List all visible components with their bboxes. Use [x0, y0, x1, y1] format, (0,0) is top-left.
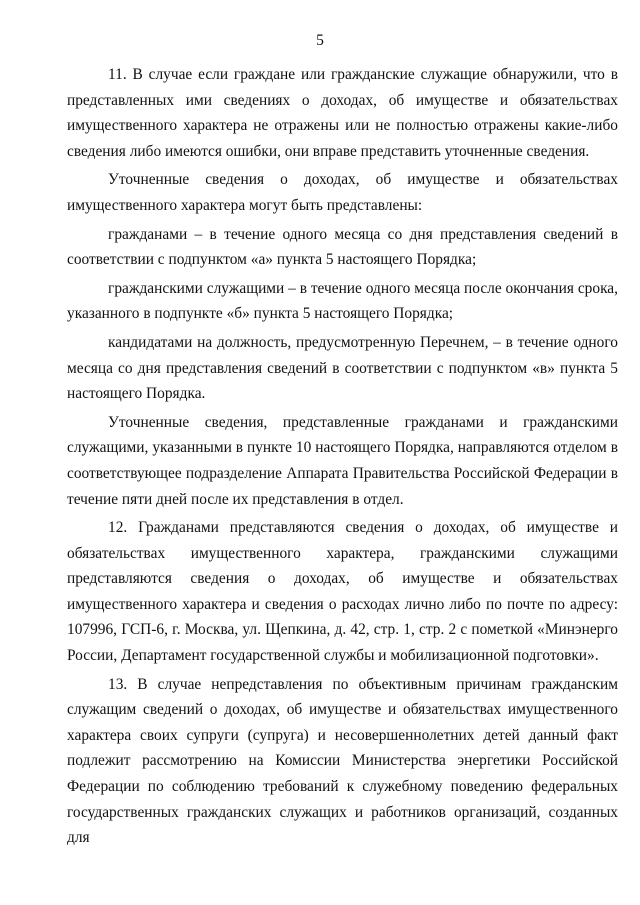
paragraph-citizens [67, 222, 618, 273]
text-line: гражданскими служащими – в течение одного месяца после окончания срока, [108, 279, 618, 297]
document-body [67, 62, 618, 847]
text-line: служащим сведений о доходах, об имуществе и обязательствах имущественного [67, 701, 618, 719]
text-line: имущественного характера могут быть представлены: [67, 196, 423, 214]
text-line: Уточненные сведения, представленные гражданами и гражданскими [108, 413, 618, 431]
text-line: имущественного характера и сведения о расходах лично либо по почте по адресу: [67, 595, 618, 613]
page-number: 5 [316, 32, 324, 49]
paragraph-civil-servants [67, 276, 618, 327]
text-line: соответствующее подразделение Аппарата Правительства Российской Федерации в [67, 464, 618, 482]
paragraph-13 [67, 672, 618, 847]
paragraph-refined-info [67, 167, 618, 218]
text-line: государственных гражданских служащих и работников организаций, созданных для [67, 803, 618, 847]
text-line: Уточненные сведения о доходах, об имуществе и обязательствах [108, 171, 618, 189]
text-line: Федерации по соблюдению требований к служебному поведению федеральных [67, 778, 618, 796]
text-line: России, Департамент государственной службы и мобилизационной подготовки». [67, 647, 599, 665]
paragraph-12 [67, 515, 618, 669]
paragraph-forwarding [67, 410, 618, 512]
text-line: служащими, указанными в пункте 10 настоящего Порядка, направляются отделом в [67, 439, 618, 457]
paragraph-candidates [67, 330, 618, 407]
text-line: представляются сведения о доходах, об имуществе и обязательствах [67, 570, 618, 588]
paragraph-11 [67, 62, 618, 164]
text-line: 13. В случае непредставления по объективным причинам гражданским [108, 675, 618, 693]
text-line: кандидатами на должность, предусмотренную Перечнем, – в течение одного [108, 333, 618, 351]
text-line: подлежит рассмотрению на Комиссии Министерства энергетики Российской [67, 752, 618, 770]
text-line: указанного в подпункте «б» пункта 5 настоящего Порядка; [67, 305, 454, 323]
text-line: 11. В случае если граждане или гражданские служащие обнаружили, что в [108, 66, 618, 83]
text-line: гражданами – в течение одного месяца со дня представления сведений в [108, 225, 618, 243]
text-line: имущественного характера не отражены или не полностью отражены какие-либо [67, 117, 618, 135]
text-line: 107996, ГСП-6, г. Москва, ул. Щепкина, д. 42, стр. 1, стр. 2 с пометкой «Минэнерго [67, 621, 618, 639]
text-line: характера своих супруги (супруга) и несовершеннолетних детей данный факт [67, 726, 618, 744]
text-line: представленных ими сведениях о доходах, об имуществе и обязательствах [67, 91, 618, 109]
text-line: обязательствах имущественного характера, гражданскими служащими [67, 544, 618, 562]
text-line: настоящего Порядка. [67, 385, 206, 403]
text-line: течение пяти дней после их представления в отдел. [67, 490, 404, 508]
text-line: месяца со дня представления сведений в соответствии с подпунктом «в» пункта 5 [67, 359, 618, 377]
text-line: сведения либо имеются ошибки, они вправе представить уточненные сведения. [67, 142, 590, 160]
text-line: соответствии с подпунктом «а» пункта 5 настоящего Порядка; [67, 251, 477, 269]
text-line: 12. Гражданами представляются сведения о доходах, об имуществе и [108, 519, 618, 537]
